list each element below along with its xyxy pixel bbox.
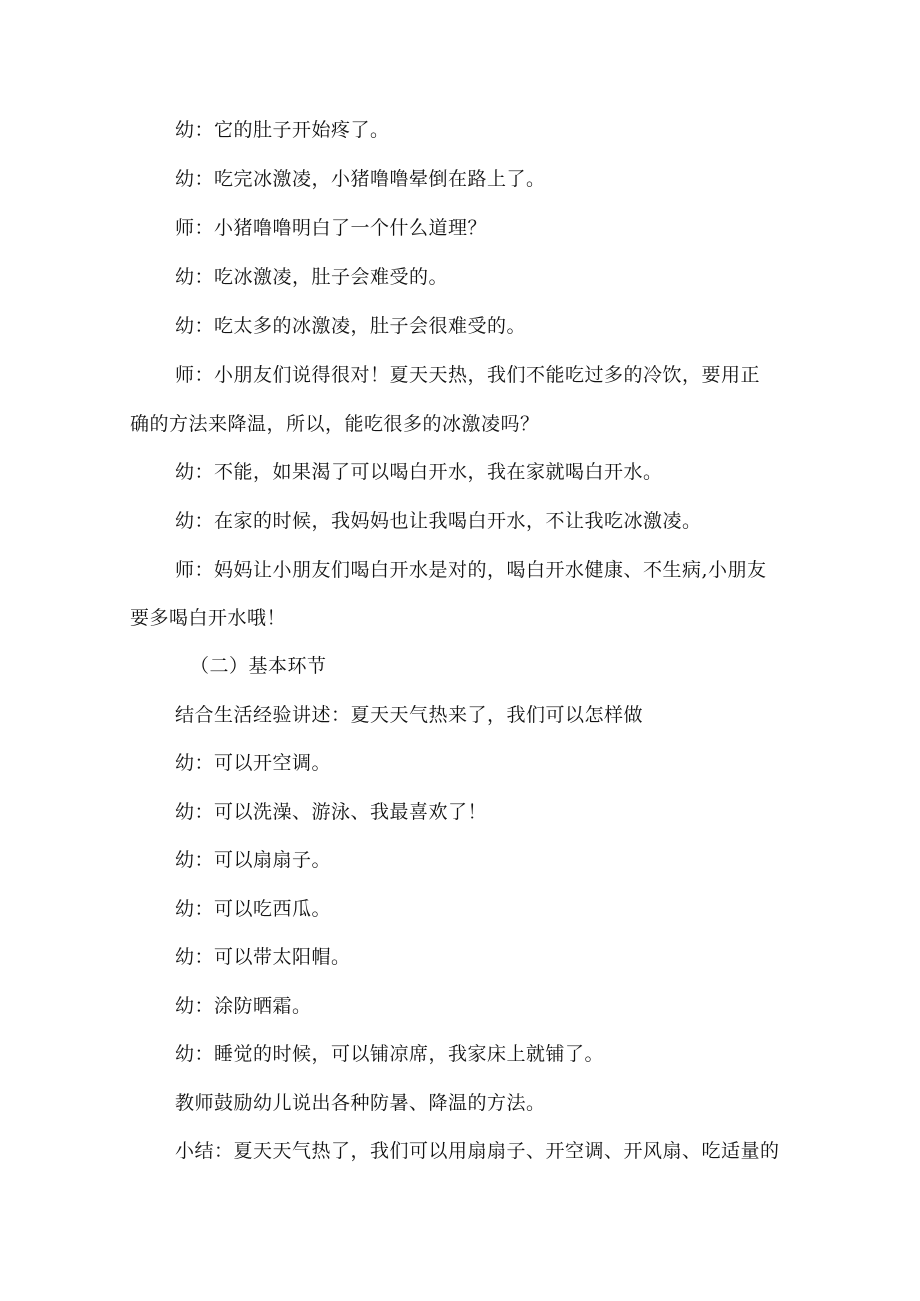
dialogue-line: 幼：可以带太阳帽。	[175, 946, 351, 968]
dialogue-line-continuation: 确的方法来降温，所以，能吃很多的冰激凌吗？	[130, 413, 540, 435]
dialogue-line: 幼：在家的时候，我妈妈也让我喝白开水，不让我吃冰激凌。	[175, 510, 702, 532]
body-line: 教师鼓励幼儿说出各种防暑、降温的方法。	[175, 1092, 546, 1114]
dialogue-line: 幼：吃冰激凌，肚子会难受的。	[175, 266, 449, 288]
dialogue-line: 幼：可以开空调。	[175, 752, 332, 774]
dialogue-line: 师：小猪噜噜明白了一个什么道理？	[175, 217, 488, 239]
dialogue-line: 幼：它的肚子开始疼了。	[175, 119, 390, 141]
dialogue-line: 幼：涂防晒霜。	[175, 995, 312, 1017]
dialogue-line: 幼：可以洗澡、游泳、我最喜欢了！	[175, 801, 488, 823]
dialogue-line: 幼：可以扇扇子。	[175, 849, 332, 871]
dialogue-line: 幼：睡觉的时候，可以铺凉席，我家床上就铺了。	[175, 1043, 605, 1065]
body-line: 结合生活经验讲述：夏天天气热来了，我们可以怎样做	[175, 704, 644, 726]
dialogue-line: 师：小朋友们说得很对！夏天天热，我们不能吃过多的冷饮，要用正	[175, 364, 761, 386]
dialogue-line: 幼：吃完冰激凌，小猪噜噜晕倒在路上了。	[175, 168, 546, 190]
dialogue-line-continuation: 要多喝白开水哦！	[130, 607, 287, 629]
dialogue-line: 幼：吃太多的冰激凌，肚子会很难受的。	[175, 315, 527, 337]
section-heading: （二）基本环节	[190, 655, 327, 677]
dialogue-line: 师：妈妈让小朋友们喝白开水是对的，喝白开水健康、不生病,小朋友	[175, 559, 767, 581]
dialogue-line: 幼：不能，如果渴了可以喝白开水，我在家就喝白开水。	[175, 461, 663, 483]
dialogue-line: 幼：可以吃西瓜。	[175, 898, 332, 920]
summary-line: 小结：夏天天气热了，我们可以用扇扇子、开空调、开风扇、吃适量的	[175, 1140, 780, 1162]
